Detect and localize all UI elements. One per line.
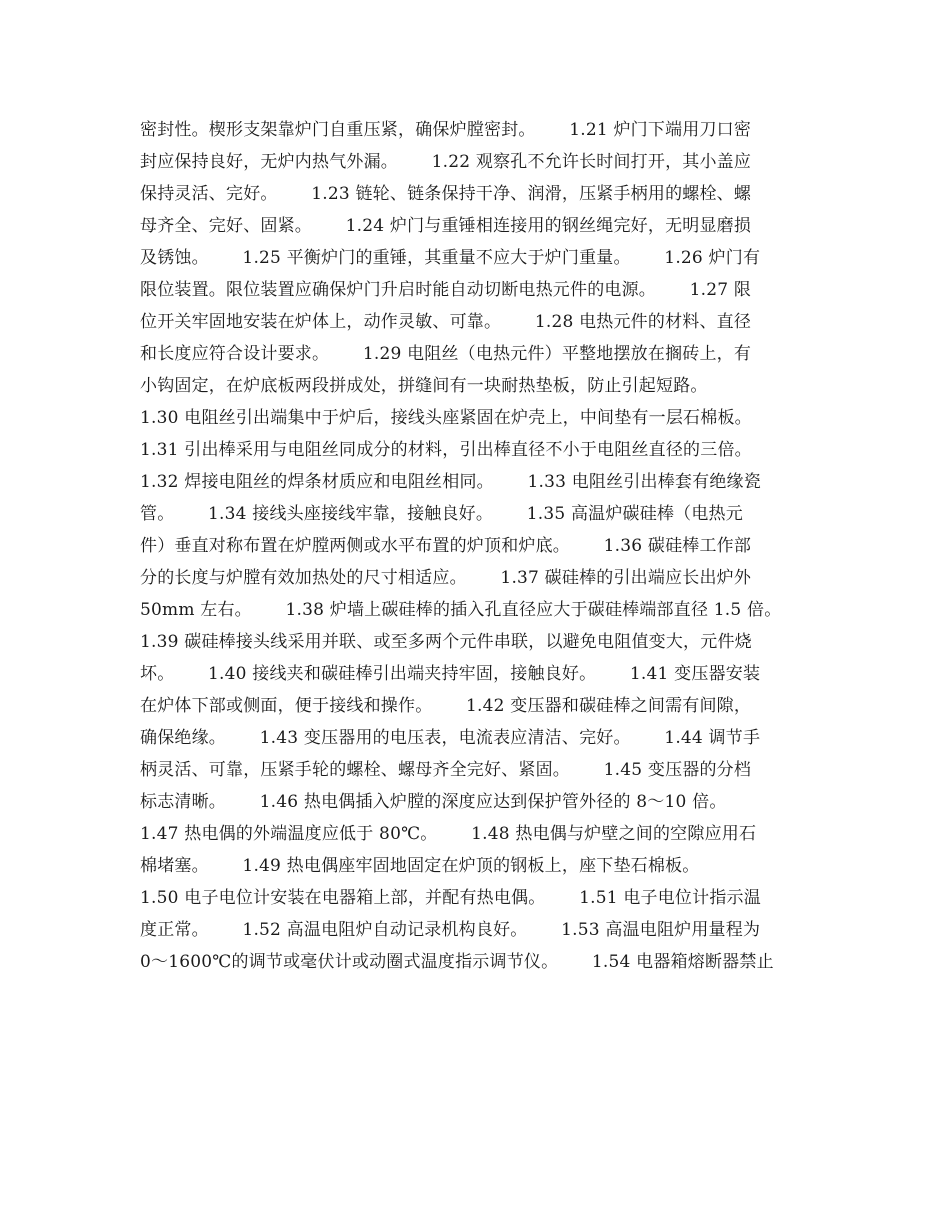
text-line: 柄灵活、可靠，压紧手轮的螺栓、螺母齐全完好、紧固。 1.45 变压器的分档 xyxy=(140,760,752,780)
text-line: 密封性。楔形支架靠炉门自重压紧，确保炉膛密封。 1.21 炉门下端用刀口密 xyxy=(140,120,752,140)
text-line: 限位装置。限位装置应确保炉门升启时能自动切断电热元件的电源。 1.27 限 xyxy=(140,280,752,300)
body-text xyxy=(140,114,820,978)
text-line: 棉堵塞。 1.49 热电偶座牢固地固定在炉顶的钢板上，座下垫石棉板。 xyxy=(140,856,700,876)
text-line: 1.30 电阻丝引出端集中于炉后，接线头座紧固在炉壳上，中间垫有一层石棉板。 xyxy=(140,408,752,428)
text-line: 1.50 电子电位计安装在电器箱上部，并配有热电偶。 1.51 电子电位计指示温 xyxy=(140,888,761,908)
text-line: 封应保持良好，无炉内热气外漏。 1.22 观察孔不允许长时间打开，其小盖应 xyxy=(140,152,752,172)
text-line: 及锈蚀。 1.25 平衡炉门的重锤，其重量不应大于炉门重量。 1.26 炉门有 xyxy=(140,248,761,268)
text-line: 1.47 热电偶的外端温度应低于 80℃。 1.48 热电偶与炉壁之间的空隙应用石 xyxy=(140,824,757,844)
text-line: 管。 1.34 接线头座接线牢靠，接触良好。 1.35 高温炉碳硅棒（电热元 xyxy=(140,504,743,524)
text-line: 分的长度与炉膛有效加热处的尺寸相适应。 1.37 碳硅棒的引出端应长出炉外 xyxy=(140,568,752,588)
text-line: 50mm 左右。 1.38 炉墙上碳硅棒的插入孔直径应大于碳硅棒端部直径 1.5 倍。 xyxy=(140,600,782,620)
text-line: 1.39 碳硅棒接头线采用并联、或至多两个元件串联，以避免电阻值变大，元件烧 xyxy=(140,632,752,652)
text-line: 1.32 焊接电阻丝的焊条材质应和电阻丝相同。 1.33 电阻丝引出棒套有绝缘瓷 xyxy=(140,472,761,492)
text-line: 在炉体下部或侧面，便于接线和操作。 1.42 变压器和碳硅棒之间需有间隙， xyxy=(140,696,752,716)
text-line: 坏。 1.40 接线夹和碳硅棒引出端夹持牢固，接触良好。 1.41 变压器安装 xyxy=(140,664,761,684)
text-line: 小钩固定，在炉底板两段拼成处，拼缝间有一块耐热垫板，防止引起短路。 xyxy=(140,376,708,396)
text-line: 0～1600℃的调节或毫伏计或动圈式温度指示调节仪。 1.54 电器箱熔断器禁止 xyxy=(140,952,774,972)
text-line: 位开关牢固地安装在炉体上，动作灵敏、可靠。 1.28 电热元件的材料、直径 xyxy=(140,312,752,332)
text-line: 1.31 引出棒采用与电阻丝同成分的材料，引出棒直径不小于电阻丝直径的三倍。 xyxy=(140,440,752,460)
text-line: 确保绝缘。 1.43 变压器用的电压表，电流表应清洁、完好。 1.44 调节手 xyxy=(140,728,761,748)
text-line: 保持灵活、完好。 1.23 链轮、链条保持干净、润滑，压紧手柄用的螺栓、螺 xyxy=(140,184,752,204)
text-line: 和长度应符合设计要求。 1.29 电阻丝（电热元件）平整地摆放在搁砖上，有 xyxy=(140,344,752,364)
text-line: 度正常。 1.52 高温电阻炉自动记录机构良好。 1.53 高温电阻炉用量程为 xyxy=(140,920,761,940)
text-line: 标志清晰。 1.46 热电偶插入炉膛的深度应达到保护管外径的 8～10 倍。 xyxy=(140,792,727,812)
text-line: 件）垂直对称布置在炉膛两侧或水平布置的炉顶和炉底。 1.36 碳硅棒工作部 xyxy=(140,536,752,556)
text-line: 母齐全、完好、固紧。 1.24 炉门与重锤相连接用的钢丝绳完好，无明显磨损 xyxy=(140,216,752,236)
